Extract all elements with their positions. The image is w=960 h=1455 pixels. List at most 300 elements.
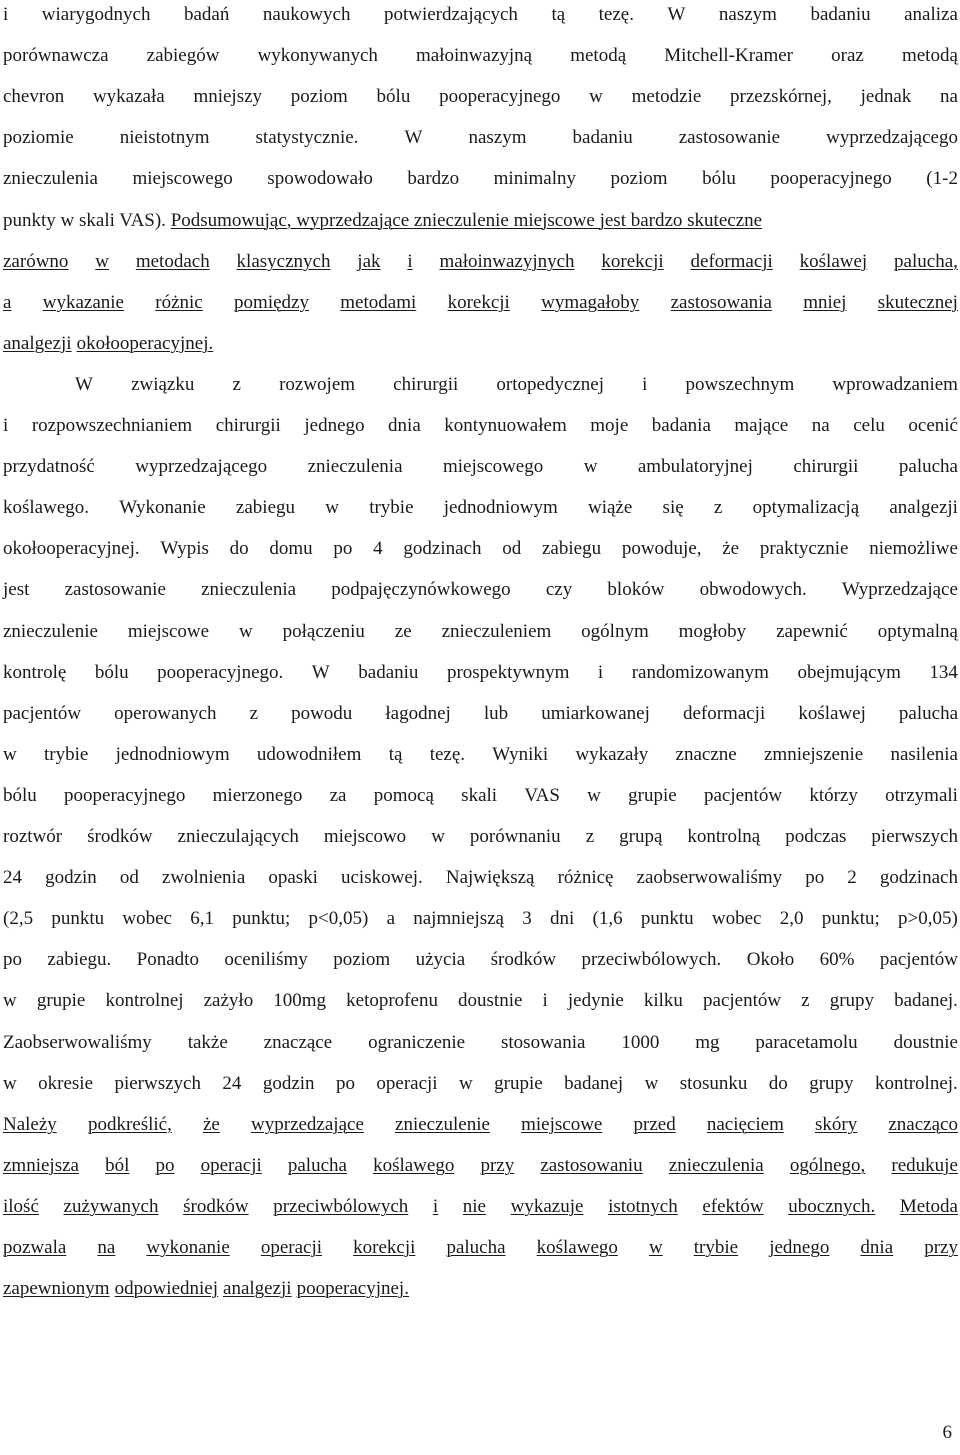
word: grupie xyxy=(36,990,86,1012)
word: po xyxy=(3,949,22,971)
text-line xyxy=(3,164,958,194)
word: Należy xyxy=(3,1113,57,1135)
word: analgezji xyxy=(223,1278,292,1300)
word: do xyxy=(229,538,249,560)
word: kontrolnej. xyxy=(874,1072,958,1094)
word: zapewnionym xyxy=(3,1278,110,1300)
word: palucha, xyxy=(894,250,958,272)
word: czy xyxy=(545,579,573,601)
word: p<0,05) xyxy=(308,908,369,930)
word: metodą xyxy=(901,45,958,67)
word: 100mg xyxy=(273,990,327,1012)
word: mierzonego xyxy=(212,784,303,806)
word: kontrolę xyxy=(3,661,67,683)
word: poziom xyxy=(333,949,391,971)
text-line xyxy=(3,206,958,236)
word: metodami xyxy=(340,291,417,313)
word: (1,6 xyxy=(592,908,623,930)
word: skali xyxy=(461,784,498,806)
word: poziomie xyxy=(3,127,74,149)
word: punktu; xyxy=(232,908,291,930)
word: stosunku xyxy=(679,1072,748,1094)
word: porównawcza xyxy=(3,45,109,67)
word: kilku xyxy=(643,990,683,1012)
word: wiąże xyxy=(588,497,633,519)
word: Metoda xyxy=(899,1195,958,1217)
word: wykazuje xyxy=(510,1195,584,1217)
word: zabiegów xyxy=(146,45,220,67)
word: dni xyxy=(550,908,575,930)
word: 3 xyxy=(522,908,532,930)
word: przy xyxy=(924,1237,958,1258)
word: zażyło xyxy=(203,990,254,1012)
word: obwodowych. xyxy=(699,579,807,601)
word: z xyxy=(713,497,723,519)
text-line xyxy=(3,41,958,71)
word: godzin xyxy=(262,1072,315,1094)
text-line xyxy=(3,945,958,975)
text-segment: Podsumowując, wyprzedzające znieczulenie miejscowe jest bardzo skuteczne xyxy=(170,209,763,231)
text-line xyxy=(3,1151,958,1181)
word: pacjentów xyxy=(879,949,958,971)
word: korekcji xyxy=(353,1237,416,1258)
word: odpowiedniej xyxy=(114,1278,219,1300)
word: badania xyxy=(651,415,711,436)
page-number: 6 xyxy=(942,1422,952,1443)
word: środków xyxy=(183,1195,249,1217)
word: naszym xyxy=(718,4,777,25)
text-line xyxy=(3,822,958,852)
word: grupie xyxy=(628,784,677,806)
word: operacji xyxy=(376,1072,438,1094)
word: okresie xyxy=(38,1072,94,1094)
word: bólu xyxy=(376,86,411,108)
text-line xyxy=(3,1069,958,1099)
word: pomiędzy xyxy=(234,291,309,313)
word: VAS xyxy=(524,784,560,806)
word: małoinwazyjną xyxy=(416,45,533,67)
word: naukowych xyxy=(262,4,351,25)
word: 1000 xyxy=(621,1031,660,1053)
word: badaniu xyxy=(572,127,633,149)
word: skutecznej xyxy=(877,291,958,313)
word: w xyxy=(431,826,445,847)
word: także xyxy=(187,1031,228,1053)
word: jednego xyxy=(304,415,365,436)
word: ketoprofenu xyxy=(346,990,438,1012)
word: Wyniki xyxy=(492,743,549,765)
word: od xyxy=(502,538,522,560)
word: bólu xyxy=(3,784,37,806)
word: kontynuowałem xyxy=(444,415,567,436)
word: optymalizacją xyxy=(752,497,860,519)
word: dnia xyxy=(388,415,421,436)
text-line xyxy=(3,1028,958,1058)
word: z xyxy=(585,826,595,847)
word: bólu xyxy=(702,168,736,190)
word: wiarygodnych xyxy=(41,4,151,25)
word: pooperacyjnego xyxy=(770,168,892,190)
word: godzinach xyxy=(403,538,482,560)
word: operacji xyxy=(200,1154,262,1176)
word: stosowania xyxy=(501,1031,586,1053)
word: ocenić xyxy=(908,415,958,436)
text-line xyxy=(3,0,958,30)
word: uciskowej. xyxy=(341,867,423,889)
word: roztwór xyxy=(3,826,63,847)
word: powszechnym xyxy=(685,373,795,395)
word: znaczne xyxy=(675,743,737,765)
word: minimalny xyxy=(493,168,576,190)
word: po xyxy=(155,1154,175,1176)
word: po xyxy=(805,867,825,889)
word: otrzymali xyxy=(885,784,958,806)
word: koślawej xyxy=(798,702,866,724)
text-line xyxy=(3,288,958,318)
word: doustnie xyxy=(458,990,523,1012)
word: w xyxy=(587,784,601,806)
word: trybie xyxy=(693,1237,739,1258)
word: 2 xyxy=(847,867,857,889)
word: Ponadto xyxy=(136,949,199,971)
word: punktu; xyxy=(821,908,880,930)
word: korekcji xyxy=(447,291,510,313)
word: po xyxy=(335,1072,355,1094)
word: praktycznie xyxy=(759,538,849,560)
word: zmniejszenie xyxy=(763,743,864,765)
word: okołooperacyjnej. xyxy=(3,538,140,560)
word: zastosowanie xyxy=(64,579,166,601)
word: potwierdzających xyxy=(383,4,518,25)
text-line xyxy=(3,575,958,605)
word: moje xyxy=(590,415,629,436)
word: mające xyxy=(734,415,789,436)
word: w xyxy=(644,1072,659,1094)
word: znieczulenie xyxy=(3,620,98,642)
word: w xyxy=(325,497,339,519)
word: oraz xyxy=(831,45,864,67)
word: powoduje, xyxy=(621,538,702,560)
text-line xyxy=(3,617,958,647)
word: zwolnienia xyxy=(161,867,246,889)
word: a xyxy=(386,908,395,930)
word: znieczulenia xyxy=(201,579,297,601)
word: wobec xyxy=(711,908,762,930)
word: obejmującym xyxy=(797,661,901,683)
word: kontrolnej xyxy=(105,990,184,1012)
word: w xyxy=(95,250,109,272)
word: znacząco xyxy=(888,1113,958,1135)
word: udowodniłem xyxy=(256,743,362,765)
word: rozwojem xyxy=(279,373,356,395)
word: grupy xyxy=(809,1072,854,1094)
word: na xyxy=(940,86,958,108)
word: znieczuleniem xyxy=(441,620,552,642)
text-line xyxy=(3,1192,958,1222)
word: grupą xyxy=(619,826,663,847)
text-line xyxy=(3,452,958,482)
word: 6,1 xyxy=(190,908,214,930)
word: najmniejszą xyxy=(413,908,504,930)
word: różnic xyxy=(155,291,203,313)
word: prospektywnym xyxy=(446,661,570,683)
word: nasilenia xyxy=(890,743,958,765)
word: ambulatoryjnej xyxy=(637,456,753,478)
word: tezę. xyxy=(598,4,634,25)
word: po xyxy=(333,538,353,560)
word: jak xyxy=(357,250,381,272)
word: jednodniowym xyxy=(115,743,230,765)
word: klasycznych xyxy=(236,250,331,272)
text-line xyxy=(3,781,958,811)
word: pooperacyjnej. xyxy=(296,1278,409,1300)
word: znieczulenia xyxy=(3,168,98,190)
word: punktu xyxy=(51,908,105,930)
word: na xyxy=(811,415,830,436)
word: miejscowe xyxy=(127,620,210,642)
word: pacjentów xyxy=(3,702,82,724)
word: Największą xyxy=(445,867,535,889)
word: i xyxy=(3,4,9,25)
word: znaczące xyxy=(263,1031,333,1053)
word: podkreślić, xyxy=(87,1113,172,1135)
word: badaniu xyxy=(810,4,871,25)
text-line xyxy=(3,740,958,770)
word: do xyxy=(768,1072,788,1094)
word: z xyxy=(801,990,810,1012)
word: 24 xyxy=(222,1072,242,1094)
word: opaski xyxy=(268,867,318,889)
word: (1-2 xyxy=(926,168,958,190)
word: p>0,05) xyxy=(898,908,958,930)
word: z xyxy=(249,702,258,724)
word: zastosowaniu xyxy=(540,1154,643,1176)
word: operacji xyxy=(260,1237,323,1258)
text-line xyxy=(3,904,958,934)
word: mniej xyxy=(803,291,847,313)
word: chirurgii xyxy=(793,456,859,478)
word: analiza xyxy=(904,4,958,25)
word: mogłoby xyxy=(678,620,747,642)
word: Wykonanie xyxy=(119,497,206,519)
word: i xyxy=(432,1195,439,1217)
word: ogólnego, xyxy=(789,1154,866,1176)
word: wprowadzaniem xyxy=(832,373,958,395)
word: trybie xyxy=(44,743,89,765)
word: domu xyxy=(269,538,313,560)
word: zastosowania xyxy=(670,291,772,313)
word: grupie xyxy=(494,1072,543,1094)
word: korekcji xyxy=(601,250,664,272)
word: deformacji xyxy=(690,250,773,272)
word: Wypis xyxy=(160,538,209,560)
word: za xyxy=(329,784,347,806)
text-line xyxy=(75,370,958,400)
word: W xyxy=(75,373,93,395)
word: ilość xyxy=(3,1195,39,1217)
word: że xyxy=(722,538,740,560)
text-line xyxy=(3,123,958,153)
word: pooperacyjnego. xyxy=(157,661,284,683)
word: zastosowanie xyxy=(678,127,781,149)
word: godzinach xyxy=(879,867,958,889)
word: palucha xyxy=(898,456,958,478)
word: miejscowo xyxy=(323,826,407,847)
word: celu xyxy=(853,415,885,436)
word: W xyxy=(667,4,686,25)
word: i xyxy=(542,990,548,1012)
word: trybie xyxy=(369,497,414,519)
word: związku xyxy=(131,373,195,395)
word: na xyxy=(97,1237,116,1258)
word: przeciwbólowych. xyxy=(581,949,722,971)
word: wykonywanych xyxy=(257,45,378,67)
word: wykazała xyxy=(92,86,165,108)
word: tą xyxy=(388,743,403,765)
word: pacjentów xyxy=(703,990,782,1012)
word: bólu xyxy=(94,661,129,683)
word: tezę. xyxy=(429,743,466,765)
text-line xyxy=(3,411,958,441)
word: i xyxy=(3,415,9,436)
word: nacięciem xyxy=(706,1113,784,1135)
text-segment: punkty w skali VAS). xyxy=(3,209,171,231)
word: ból xyxy=(105,1154,130,1176)
word: w xyxy=(3,743,17,765)
text-line xyxy=(3,534,958,564)
word: się xyxy=(662,497,684,519)
word: przydatność xyxy=(3,456,95,478)
word: i xyxy=(407,250,413,272)
word: spowodowało xyxy=(267,168,373,190)
word: naszym xyxy=(468,127,527,149)
word: jednak xyxy=(860,86,912,108)
word: 134 xyxy=(929,661,958,683)
word: pierwszych xyxy=(114,1072,201,1094)
word: pooperacyjnego xyxy=(439,86,561,108)
word: mg xyxy=(695,1031,720,1053)
word: nie xyxy=(462,1195,486,1217)
text-line xyxy=(3,329,958,359)
word: użycia xyxy=(415,949,466,971)
text-line xyxy=(3,247,958,277)
word: miejscowego xyxy=(442,456,544,478)
word: w xyxy=(3,990,17,1012)
word: Wyprzedzające xyxy=(841,579,958,601)
word: koślawego. xyxy=(3,497,90,519)
word: umiarkowanej xyxy=(541,702,650,724)
word: wyprzedzające xyxy=(251,1113,364,1135)
word: w xyxy=(238,620,253,642)
word: bloków xyxy=(607,579,665,601)
text-line xyxy=(3,658,958,688)
word: oceniliśmy xyxy=(224,949,308,971)
word: W xyxy=(404,127,423,149)
word: środków xyxy=(87,826,153,847)
word: operowanych xyxy=(114,702,217,724)
word: w xyxy=(648,1237,663,1258)
text-line xyxy=(3,82,958,112)
word: koślawej xyxy=(799,250,868,272)
word: zabiegu. xyxy=(47,949,112,971)
word: środków xyxy=(490,949,557,971)
word: niemożliwe xyxy=(869,538,958,560)
word: znieczulenia xyxy=(307,456,403,478)
word: w xyxy=(459,1072,473,1094)
word: pacjentów xyxy=(703,784,783,806)
word: zabiegu xyxy=(541,538,602,560)
word: deformacji xyxy=(682,702,766,724)
word: przy xyxy=(480,1154,515,1176)
word: wykazały xyxy=(575,743,649,765)
word: Zaobserwowaliśmy xyxy=(3,1031,152,1053)
word: miejscowego xyxy=(132,168,233,190)
text-line xyxy=(3,1233,958,1263)
word: z xyxy=(232,373,241,395)
word: Mitchell-Kramer xyxy=(664,45,794,67)
word: pomocą xyxy=(373,784,434,806)
word: godzin xyxy=(45,867,97,889)
word: ubocznych. xyxy=(788,1195,876,1217)
word: wobec xyxy=(122,908,172,930)
word: lub xyxy=(483,702,509,724)
word: wykonanie xyxy=(146,1237,230,1258)
word: podpajęczynówkowego xyxy=(331,579,511,601)
word: zużywanych xyxy=(63,1195,159,1217)
word: nieistotnym xyxy=(119,127,210,149)
word: koślawego xyxy=(536,1237,618,1258)
word: (2,5 xyxy=(3,908,34,930)
word: Około xyxy=(746,949,795,971)
word: jednego xyxy=(769,1237,830,1258)
word: analgezji xyxy=(3,332,72,354)
word: zabiegu xyxy=(235,497,295,519)
word: bardzo xyxy=(407,168,460,190)
word: koślawego xyxy=(373,1154,455,1176)
word: zapewnić xyxy=(776,620,848,642)
word: jedynie xyxy=(567,990,624,1012)
word: badań xyxy=(183,4,230,25)
word: pooperacyjnego xyxy=(64,784,186,806)
word: 60% xyxy=(819,949,855,971)
word: wymagałoby xyxy=(541,291,640,313)
word: palucha xyxy=(287,1154,347,1176)
word: efektów xyxy=(702,1195,764,1217)
word: wyprzedzającego xyxy=(826,127,958,149)
word: okołooperacyjnej. xyxy=(76,332,214,354)
word: chevron xyxy=(3,86,65,108)
text-line xyxy=(3,493,958,523)
word: jest xyxy=(3,579,30,601)
word: ograniczenie xyxy=(368,1031,466,1053)
word: małoinwazyjnych xyxy=(439,250,575,272)
word: zaobserwowaliśmy xyxy=(636,867,783,889)
word: przezskórnej, xyxy=(730,86,832,108)
word: wykazanie xyxy=(42,291,124,313)
text-line xyxy=(3,1110,958,1140)
word: W xyxy=(311,661,330,683)
word: palucha xyxy=(898,702,958,724)
word: którzy xyxy=(809,784,858,806)
word: istotnych xyxy=(608,1195,678,1217)
word: randomizowanym xyxy=(631,661,769,683)
word: podczas xyxy=(785,826,847,847)
word: punktu xyxy=(640,908,694,930)
word: metodą xyxy=(570,45,627,67)
word: 2,0 xyxy=(779,908,804,930)
word: zarówno xyxy=(3,250,69,272)
word: dnia xyxy=(860,1237,894,1258)
